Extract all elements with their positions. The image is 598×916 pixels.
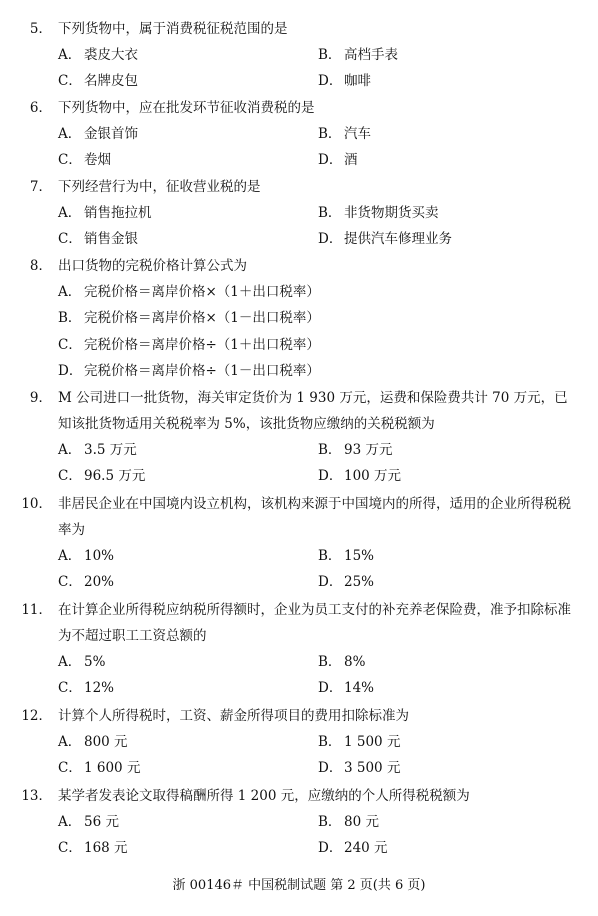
question-text: 在计算企业所得税应纳税所得额时，企业为员工支付的补充养老保险费，准予扣除标准为不超过职工工资总额的 xyxy=(58,602,571,644)
option-a: A． 完税价格＝离岸价格×（1＋出口税率） xyxy=(58,284,320,300)
option-row xyxy=(0,226,598,252)
option-row xyxy=(0,569,598,595)
option-c: C． 卷烟 xyxy=(58,152,111,169)
question-number: 8． xyxy=(29,258,52,274)
question-stem xyxy=(0,16,598,42)
option-a: A． 裘皮大衣 xyxy=(58,47,138,63)
option-d: D． 14% xyxy=(318,680,375,697)
option-d: D． 酒 xyxy=(318,152,358,169)
option-d: D． 3 500 元 xyxy=(318,760,401,777)
option-c: C． 96.5 万元 xyxy=(58,468,146,485)
question-5 xyxy=(0,16,598,95)
question-7 xyxy=(0,174,598,253)
option-row xyxy=(0,42,598,68)
question-13 xyxy=(0,783,598,862)
option-a: A． 56 元 xyxy=(58,814,119,830)
option-d: D． 240 元 xyxy=(318,840,388,857)
option-a: A． 10% xyxy=(58,548,115,564)
question-10 xyxy=(0,491,598,596)
question-number: 6． xyxy=(29,100,52,116)
question-stem xyxy=(0,703,598,729)
option-c: C． 12% xyxy=(58,680,115,697)
option-b: B． 高档手表 xyxy=(318,47,398,63)
option-row xyxy=(0,332,598,358)
question-text: 下列经营行为中，征收营业税的是 xyxy=(58,179,261,195)
question-number: 10． xyxy=(21,496,52,512)
page-footer: 浙 00146＃ 中国税制试题 第 2 页(共 6 页) xyxy=(172,878,426,893)
option-c: C． 20% xyxy=(58,574,115,591)
question-stem xyxy=(0,95,598,121)
option-row xyxy=(0,200,598,226)
option-c: C． 1 600 元 xyxy=(58,760,141,777)
question-number: 12． xyxy=(21,708,52,724)
question-stem xyxy=(0,783,598,809)
option-row xyxy=(0,649,598,675)
question-number: 13． xyxy=(21,788,52,804)
option-b: B． 8% xyxy=(318,654,366,670)
question-text: 下列货物中，属于消费税征税范围的是 xyxy=(58,21,288,37)
option-row xyxy=(0,543,598,569)
option-row xyxy=(0,729,598,755)
question-text: 下列货物中，应在批发环节征收消费税的是 xyxy=(58,100,315,116)
question-number: 11． xyxy=(21,602,52,618)
option-b: B． 非货物期货买卖 xyxy=(318,205,439,221)
option-d: D． 完税价格＝离岸价格÷（1－出口税率） xyxy=(58,362,320,379)
option-c: C． 完税价格＝离岸价格÷（1＋出口税率） xyxy=(58,336,320,353)
option-a: A． 销售拖拉机 xyxy=(58,205,152,221)
question-stem xyxy=(0,174,598,200)
question-11 xyxy=(0,597,598,702)
question-text: 计算个人所得税时，工资、薪金所得项目的费用扣除标准为 xyxy=(58,708,409,724)
option-row xyxy=(0,437,598,463)
option-d: D． 25% xyxy=(318,574,375,591)
option-row xyxy=(0,147,598,173)
question-text: 某学者发表论文取得稿酬所得 1 200 元，应缴纳的个人所得税税额为 xyxy=(58,788,470,804)
option-a: A． 5% xyxy=(58,654,106,670)
option-row xyxy=(0,358,598,384)
question-stem xyxy=(0,385,598,437)
question-number: 5． xyxy=(29,21,52,37)
option-c: C． 168 元 xyxy=(58,840,128,857)
question-text: 出口货物的完税价格计算公式为 xyxy=(58,258,247,274)
question-number: 7． xyxy=(29,179,52,195)
option-a: A． 3.5 万元 xyxy=(58,442,137,458)
question-stem xyxy=(0,597,598,649)
option-row xyxy=(0,121,598,147)
option-b: B． 93 万元 xyxy=(318,442,393,458)
question-9 xyxy=(0,385,598,490)
question-6 xyxy=(0,95,598,174)
option-row xyxy=(0,835,598,861)
option-d: D． 提供汽车修理业务 xyxy=(318,231,452,248)
question-12 xyxy=(0,703,598,782)
option-row xyxy=(0,675,598,701)
option-b: B． 15% xyxy=(318,548,375,564)
question-text: 非居民企业在中国境内设立机构，该机构来源于中国境内的所得，适用的企业所得税税率为 xyxy=(58,496,571,538)
option-a: A． 800 元 xyxy=(58,734,128,750)
option-b: B． 1 500 元 xyxy=(318,734,401,750)
option-c: C． 名牌皮包 xyxy=(58,73,138,90)
option-c: C． 销售金银 xyxy=(58,231,138,248)
question-stem xyxy=(0,491,598,543)
option-b: B． 完税价格＝离岸价格×（1－出口税率） xyxy=(58,310,320,327)
question-number: 9． xyxy=(29,390,52,406)
option-row xyxy=(0,755,598,781)
question-8 xyxy=(0,253,598,384)
option-row xyxy=(0,68,598,94)
option-b: B． 汽车 xyxy=(318,126,371,142)
question-text: M 公司进口一批货物，海关审定货价为 1 930 万元，运费和保险费共计 70 万元，已知该批货物适用关税税率为 5%，该批货物应缴纳的关税税额为 xyxy=(58,390,568,432)
option-row xyxy=(0,305,598,331)
option-row xyxy=(0,809,598,835)
option-a: A． 金银首饰 xyxy=(58,126,138,142)
option-b: B． 80 元 xyxy=(318,814,379,830)
option-d: D． 咖啡 xyxy=(318,73,371,90)
question-stem xyxy=(0,253,598,279)
option-row xyxy=(0,279,598,305)
option-row xyxy=(0,463,598,489)
option-d: D． 100 万元 xyxy=(318,468,402,485)
